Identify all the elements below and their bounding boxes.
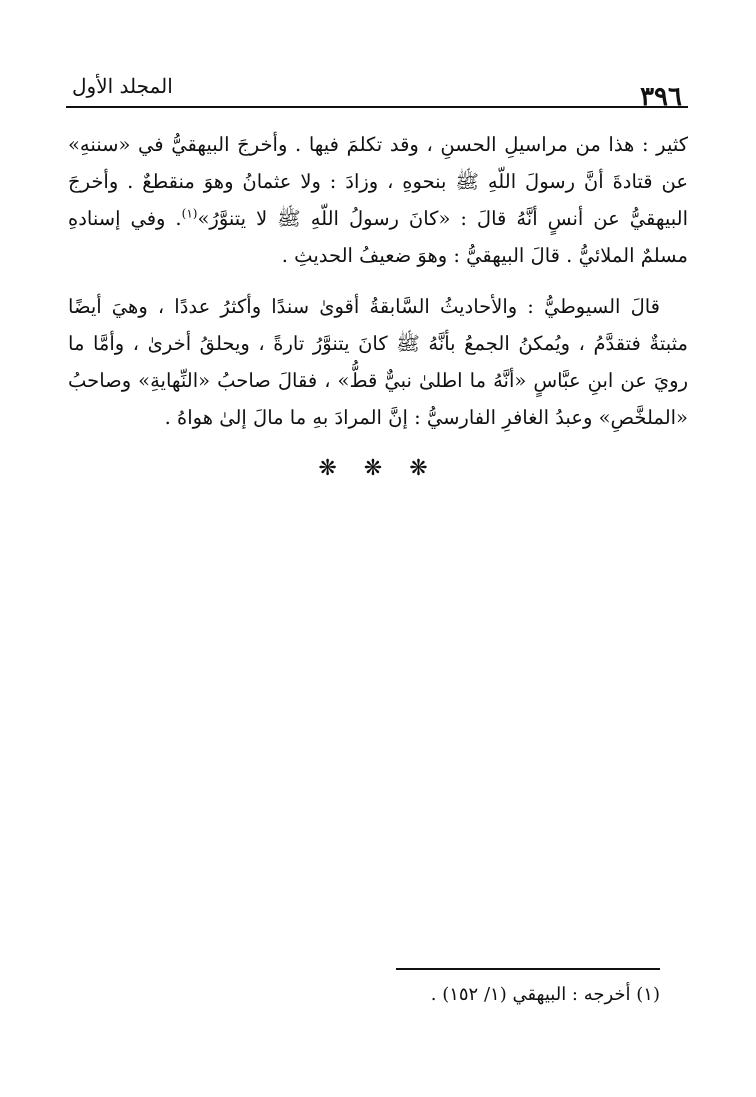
paragraph-2: قالَ السيوطيُّ : والأحاديثُ السَّابقةُ أقوىٰ سندًا وأكثرُ عددًا ، وهيَ أيضًا مثبتةٌ فتقدَّمُ ، ويُمكنُ الجمعُ بأنَّهُ ﷺ كانَ يتنوَّرُ تارةً ، ويحلقُ أخرىٰ ، وأمَّا ما رويَ عن ابنِ عبَّاسٍ «أنَّهُ ما اطلىٰ نبيٌّ قطُّ» ، فقالَ صاحبُ «النِّهايةِ» وصاحبُ «الملخَّصِ» وعبدُ الغافرِ الفارسيُّ : إنَّ المرادَ بهِ ما مالَ إلىٰ هواهُ .	[68, 295, 688, 429]
paragraph-1	[68, 126, 688, 274]
main-text	[68, 126, 688, 436]
header-divider	[66, 106, 688, 108]
footnote: (١) أخرجه : البيهقي (١/ ١٥٢) .	[430, 984, 660, 1005]
footnote-divider	[396, 968, 660, 970]
volume-title: المجلد الأول	[72, 74, 173, 98]
paragraph-1-text: كثير : هذا من مراسيلِ الحسنِ ، وقد تكلمَ فيها . وأخرجَ البيهقيُّ في «سننهِ» عن قتادةَ أنَّ رسولَ اللّهِ ﷺ بنحوهِ ، وزادَ : ولا عثمانُ وهوَ منقطعٌ . وأخرجَ البيهقيُّ عن أنسٍ أنَّهُ قالَ : «كانَ رسولُ اللّهِ ﷺ لا يتنوَّرُ»	[68, 133, 688, 230]
paragraph-1-tail: . وفي إسنادهِ مسلمٌ الملائيُّ . قالَ البيهقيُّ : وهوَ ضعيفُ الحديثِ .	[68, 207, 688, 267]
page-header	[68, 68, 688, 112]
section-separator: ❋ ❋ ❋	[318, 456, 438, 481]
footnote-reference: (١)	[181, 206, 198, 221]
page-number: ٣٩٦	[640, 82, 682, 112]
